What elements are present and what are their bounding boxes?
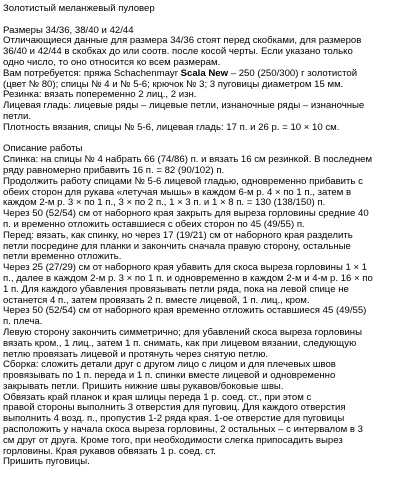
yarn-brand: Scala New bbox=[180, 68, 229, 79]
materials-suffix: – 250 (250/300) г золотистой bbox=[228, 68, 358, 79]
intro-line: одно число, то оно относится ко всем размерам. bbox=[3, 57, 221, 68]
gauge-line: Плотность вязания, спицы № 5-6, лицевая гладь: 17 п. и 26 р. = 10 × 10 см. bbox=[3, 122, 340, 133]
materials-line-2: (цвет № 80); спицы № 4 и № 5-6; крючок № 3; 3 пуговицы диаметром 15 мм. bbox=[3, 79, 344, 90]
description-line: Через 50 (52/54) см от наборного края закрыть для выреза горловины средние 40 bbox=[3, 209, 369, 220]
sizes-line: Размеры 34/36, 38/40 и 42/44 bbox=[3, 25, 134, 36]
spacer bbox=[3, 15, 402, 26]
description-line: Через 50 (52/54) см от наборного края временно отложить оставшиеся 45 (49/55) bbox=[3, 306, 367, 317]
intro-line: Отличающиеся данные для размера 34/36 стоят перед скобками, для размеров bbox=[3, 36, 362, 47]
spacer bbox=[3, 134, 402, 145]
description-line: провязывать по 1 п. переда и 1 п. спинки вместе лицевой и одновременно bbox=[3, 371, 336, 382]
description-line: Левую сторону закончить симметрично; для убавлений скоса выреза горловины bbox=[3, 327, 363, 338]
description-line: останется 4 п., затем провязать 2 п. вместе лицевой, 1 п. лиц., кром. bbox=[3, 295, 310, 306]
intro-line: 36/40 и 42/44 в скобках до или соотв. после косой черты. Если указано только bbox=[3, 47, 353, 58]
stockinette-line: Лицевая гладь: лицевые ряды – лицевые петли, изнаночные ряды – изнаночные bbox=[3, 101, 365, 112]
materials-line bbox=[3, 69, 402, 80]
description-line: 1 п. Для каждого убавления провязывать петли ряда, пока на левой спице не bbox=[3, 284, 349, 295]
description-line: петли посредине для планки и закончить сначала правую сторону, остальные bbox=[3, 241, 351, 252]
description-line: петли временно отложить. bbox=[3, 252, 122, 263]
description-line: Пришить пуговицы. bbox=[3, 457, 90, 468]
description-line: п. плеча. bbox=[3, 317, 43, 328]
rib-pattern: Резинка: вязать попеременно 2 лиц., 2 изн. bbox=[3, 90, 197, 101]
description-line: горловины. Края рукавов обвязать 1 р. соед. ст. bbox=[3, 446, 216, 457]
description-heading: Описание работы bbox=[3, 144, 83, 155]
description-line: петлю провязать лицевой и протянуть через снятую петлю. bbox=[3, 349, 269, 360]
description-line: Перед: вязать, как спинку, но через 17 (19/21) см от наборного края разделить bbox=[3, 230, 353, 241]
description-line: Обвязать край планок и края шлицы переда 1 р. соед. ст., при этом с bbox=[3, 392, 312, 403]
description-line: см друг от друга. Кроме того, при необходимости слегка припосадить вырез bbox=[3, 435, 343, 446]
description-line: закрывать петли. Пришить нижние швы рукавов/боковые швы. bbox=[3, 381, 284, 392]
description-line: обеих сторон для рукава «летучая мышь» в каждом 6-м р. 4 × по 1 п., затем в bbox=[3, 187, 352, 198]
description-line: правой стороны выполнить 3 отверстия для пуговиц. Для каждого отверстия bbox=[3, 403, 346, 414]
description-line: расположить у начала скоса выреза горловины, 2 остальных – с интервалом в 3 bbox=[3, 425, 363, 436]
description-line: Через 25 (27/29) см от наборного края убавить для скоса выреза горловины 1 × 1 bbox=[3, 263, 368, 274]
description-line: вязать кром., 1 лиц., затем 1 п. снимать, как при лицевом вязании, следующую bbox=[3, 338, 357, 349]
description-line: Продолжить работу спицами № 5-6 лицевой гладью, одновременно прибавить с bbox=[3, 176, 363, 187]
description-line: п. и временно отложить оставшиеся с обеих сторон по 45 (49/55) п. bbox=[3, 219, 305, 230]
description-line: ряду равномерно прибавить 16 п. = 82 (90/102) п. bbox=[3, 165, 225, 176]
description-line: Спинка: на спицы № 4 набрать 66 (74/86) п. и вязать 16 см резинкой. В последнем bbox=[3, 155, 373, 166]
description-line: каждом 2-м р. 3 × по 1 п., 3 × по 2 п., 1 × 3 п. и 1 × 8 п. = 130 (138/150) п. bbox=[3, 198, 326, 209]
document-title: Золотистый меланжевый пуловер bbox=[3, 4, 155, 14]
description-body bbox=[3, 155, 402, 468]
description-line: Сборка: сложить детали друг с другом лицо с лицом и для плечевых швов bbox=[3, 360, 336, 371]
stockinette-line: петли. bbox=[3, 111, 32, 122]
materials-prefix: Вам потребуется: пряжа Schachenmayr bbox=[3, 68, 181, 79]
description-line: п., далее в каждом 2-м р. 3 × по 1 п. и одновременно в каждом 2-м и 4-м р. 16 × по bbox=[3, 273, 373, 284]
description-line: выполнить 4 возд. п., пропустив 1-2 ряда края. 1-ое отверстие для пуговицы bbox=[3, 414, 345, 425]
